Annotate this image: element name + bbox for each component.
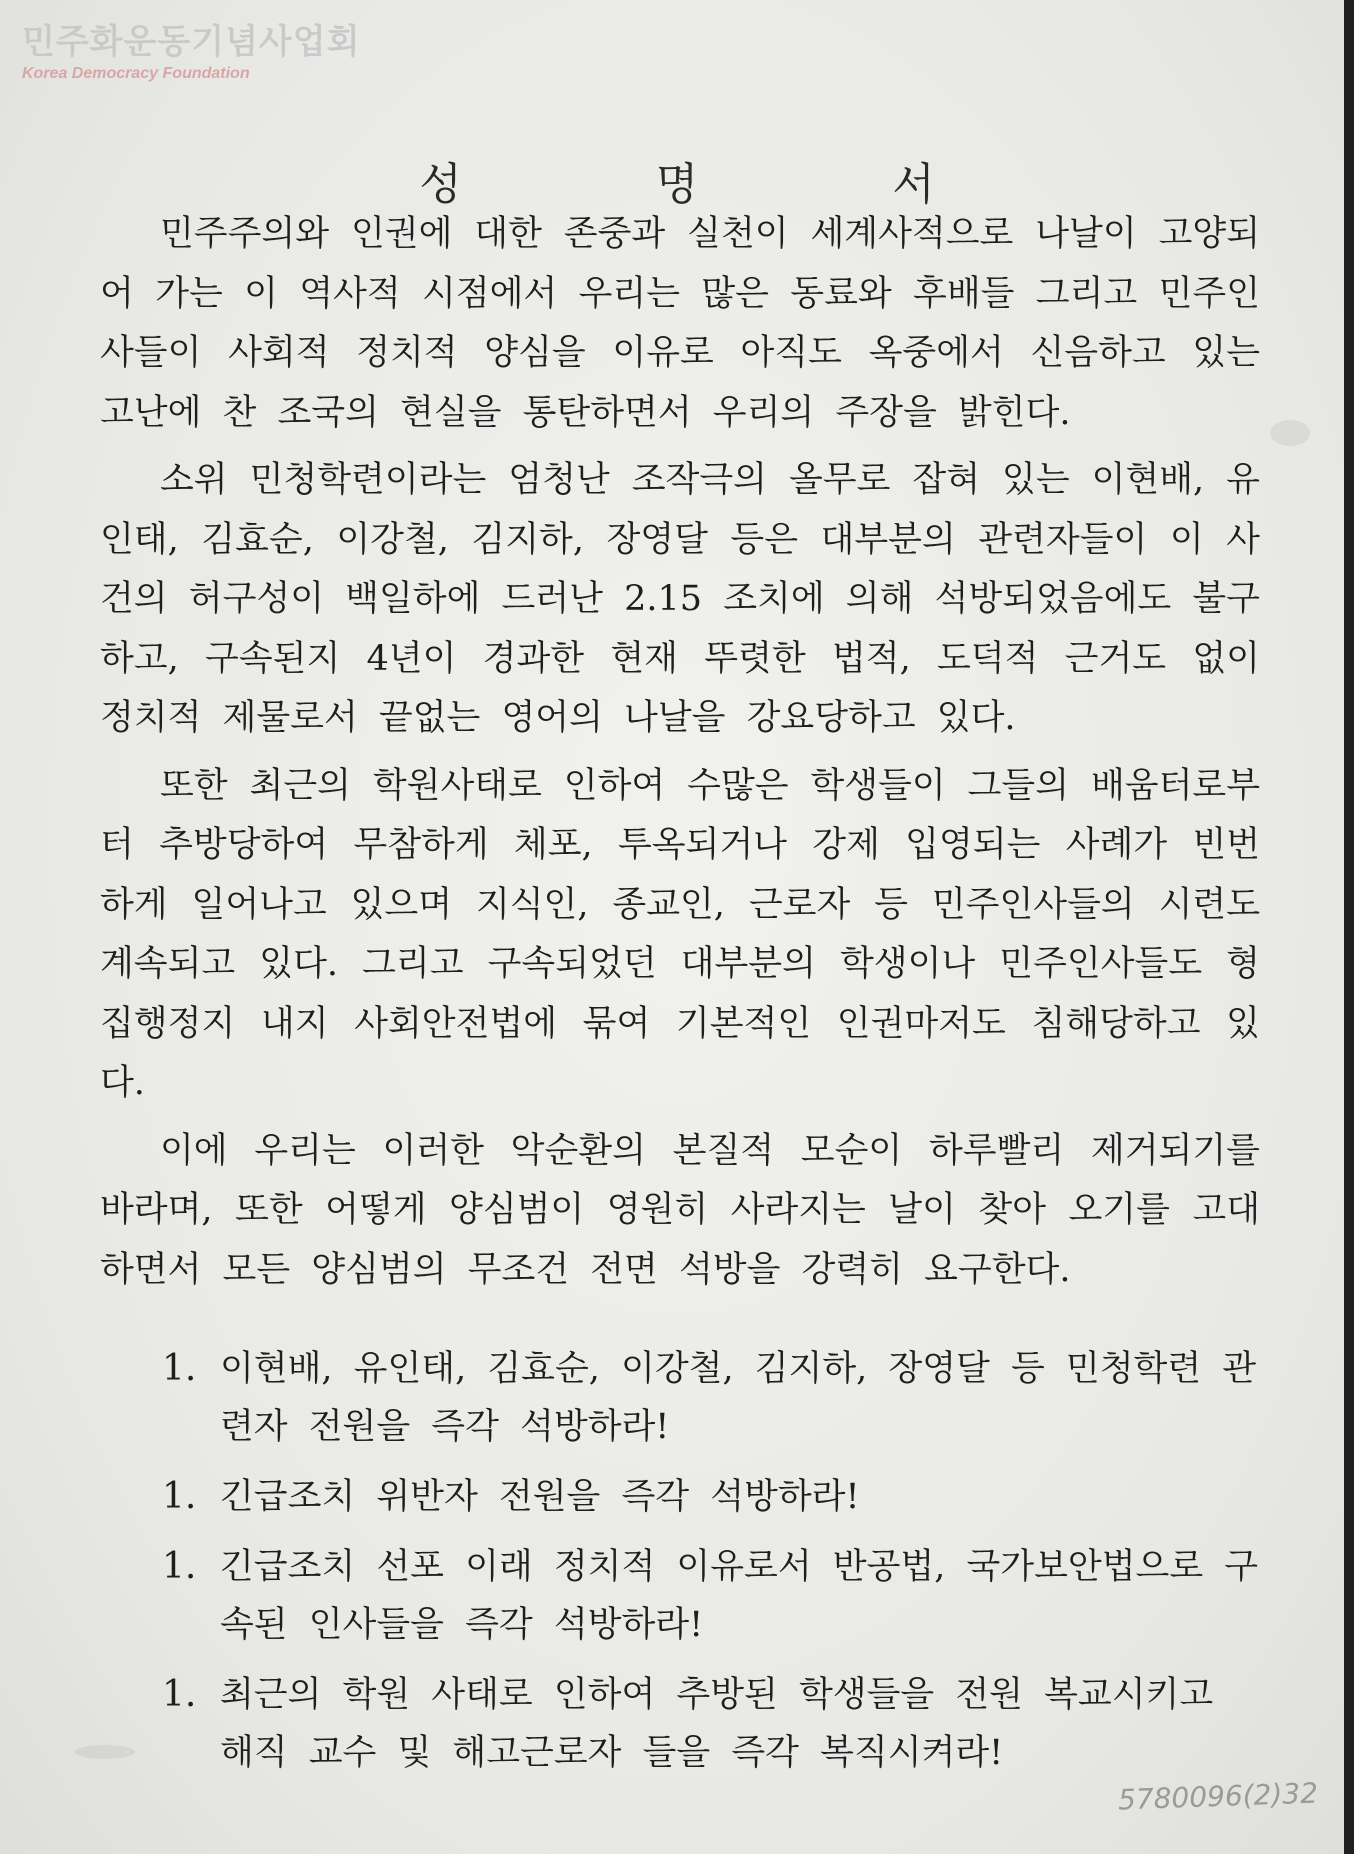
demand-item <box>162 1538 1260 1654</box>
demand-item <box>162 1666 1260 1782</box>
demand-text: 이현배, 유인태, 김효순, 이강철, 김지하, 장영달 등 민청학련 관련자 전원을 즉각 석방하라! <box>220 1349 1257 1447</box>
document-body <box>100 205 1260 1794</box>
demand-number: 1. <box>162 1476 197 1517</box>
demand-text: 긴급조치 위반자 전원을 즉각 석방하라! <box>220 1477 860 1517</box>
watermark-korean: 민주화운동기념사업회 <box>22 22 361 62</box>
paragraph: 또한 최근의 학원사태로 인하여 수많은 학생들이 그들의 배움터로부터 추방당하여 무참하게 체포, 투옥되거나 강제 입영되는 사례가 빈번하게 일어나고 있으며 지식인, 종교인, 근로자 등 민주인사들의 시련도 계속되고 있다. 그리고 구속되었던 대부분의 학생이나 민주인사들도 형집행정지 내지 사회안전법에 묶여 기본적인 인권마저도 침해당하고 있다. <box>100 765 1260 1103</box>
scan-smudge <box>1270 420 1310 446</box>
demand-item <box>162 1468 1260 1526</box>
paragraph: 민주주의와 인권에 대한 존중과 실천이 세계사적으로 나날이 고양되어 가는 이 역사적 시점에서 우리는 많은 동료와 후배들 그리고 민주인사들이 사회적 정치적 양심을 이유로 아직도 옥중에서 신음하고 있는 고난에 찬 조국의 현실을 통탄하면서 우리의 주장을 밝힌다. <box>100 214 1260 433</box>
demands-list <box>162 1340 1260 1782</box>
demand-text: 긴급조치 선포 이래 정치적 이유로서 반공법, 국가보안법으로 구속된 인사들을 즉각 석방하라! <box>220 1547 1259 1645</box>
demand-item <box>162 1340 1260 1456</box>
demand-number: 1. <box>162 1546 197 1587</box>
foundation-watermark <box>22 22 360 84</box>
watermark-english: Korea Democracy Foundation <box>22 65 250 82</box>
paragraph: 소위 민청학련이라는 엄청난 조작극의 올무로 잡혀 있는 이현배, 유인태, 김효순, 이강철, 김지하, 장영달 등은 대부분의 관련자들이 이 사건의 허구성이 백일하에 드러난 2.15 조치에 의해 석방되었음에도 불구하고, 구속된지 4년이 경과한 현재 뚜렷한 법적, 도덕적 근거도 없이 정치적 제물로서 끝없는 영어의 나날을 강요당하고 있다. <box>100 460 1260 738</box>
paragraph: 이에 우리는 이러한 악순환의 본질적 모순이 하루빨리 제거되기를 바라며, 또한 어떻게 양심범이 영원히 사라지는 날이 찾아 오기를 고대하면서 모든 양심범의 무조건 전면 석방을 강력히 요구한다. <box>100 1130 1260 1290</box>
demand-text: 최근의 학원 사태로 인하여 추방된 학생들을 전원 복교시키고 해직 교수 및 해고근로자 들을 즉각 복직시켜라! <box>220 1675 1214 1773</box>
demand-number: 1. <box>162 1348 197 1389</box>
demand-number: 1. <box>162 1674 197 1715</box>
document-title: 성 명 서 <box>419 159 1025 210</box>
archive-number: 5780096(2)32 <box>1117 1776 1319 1817</box>
